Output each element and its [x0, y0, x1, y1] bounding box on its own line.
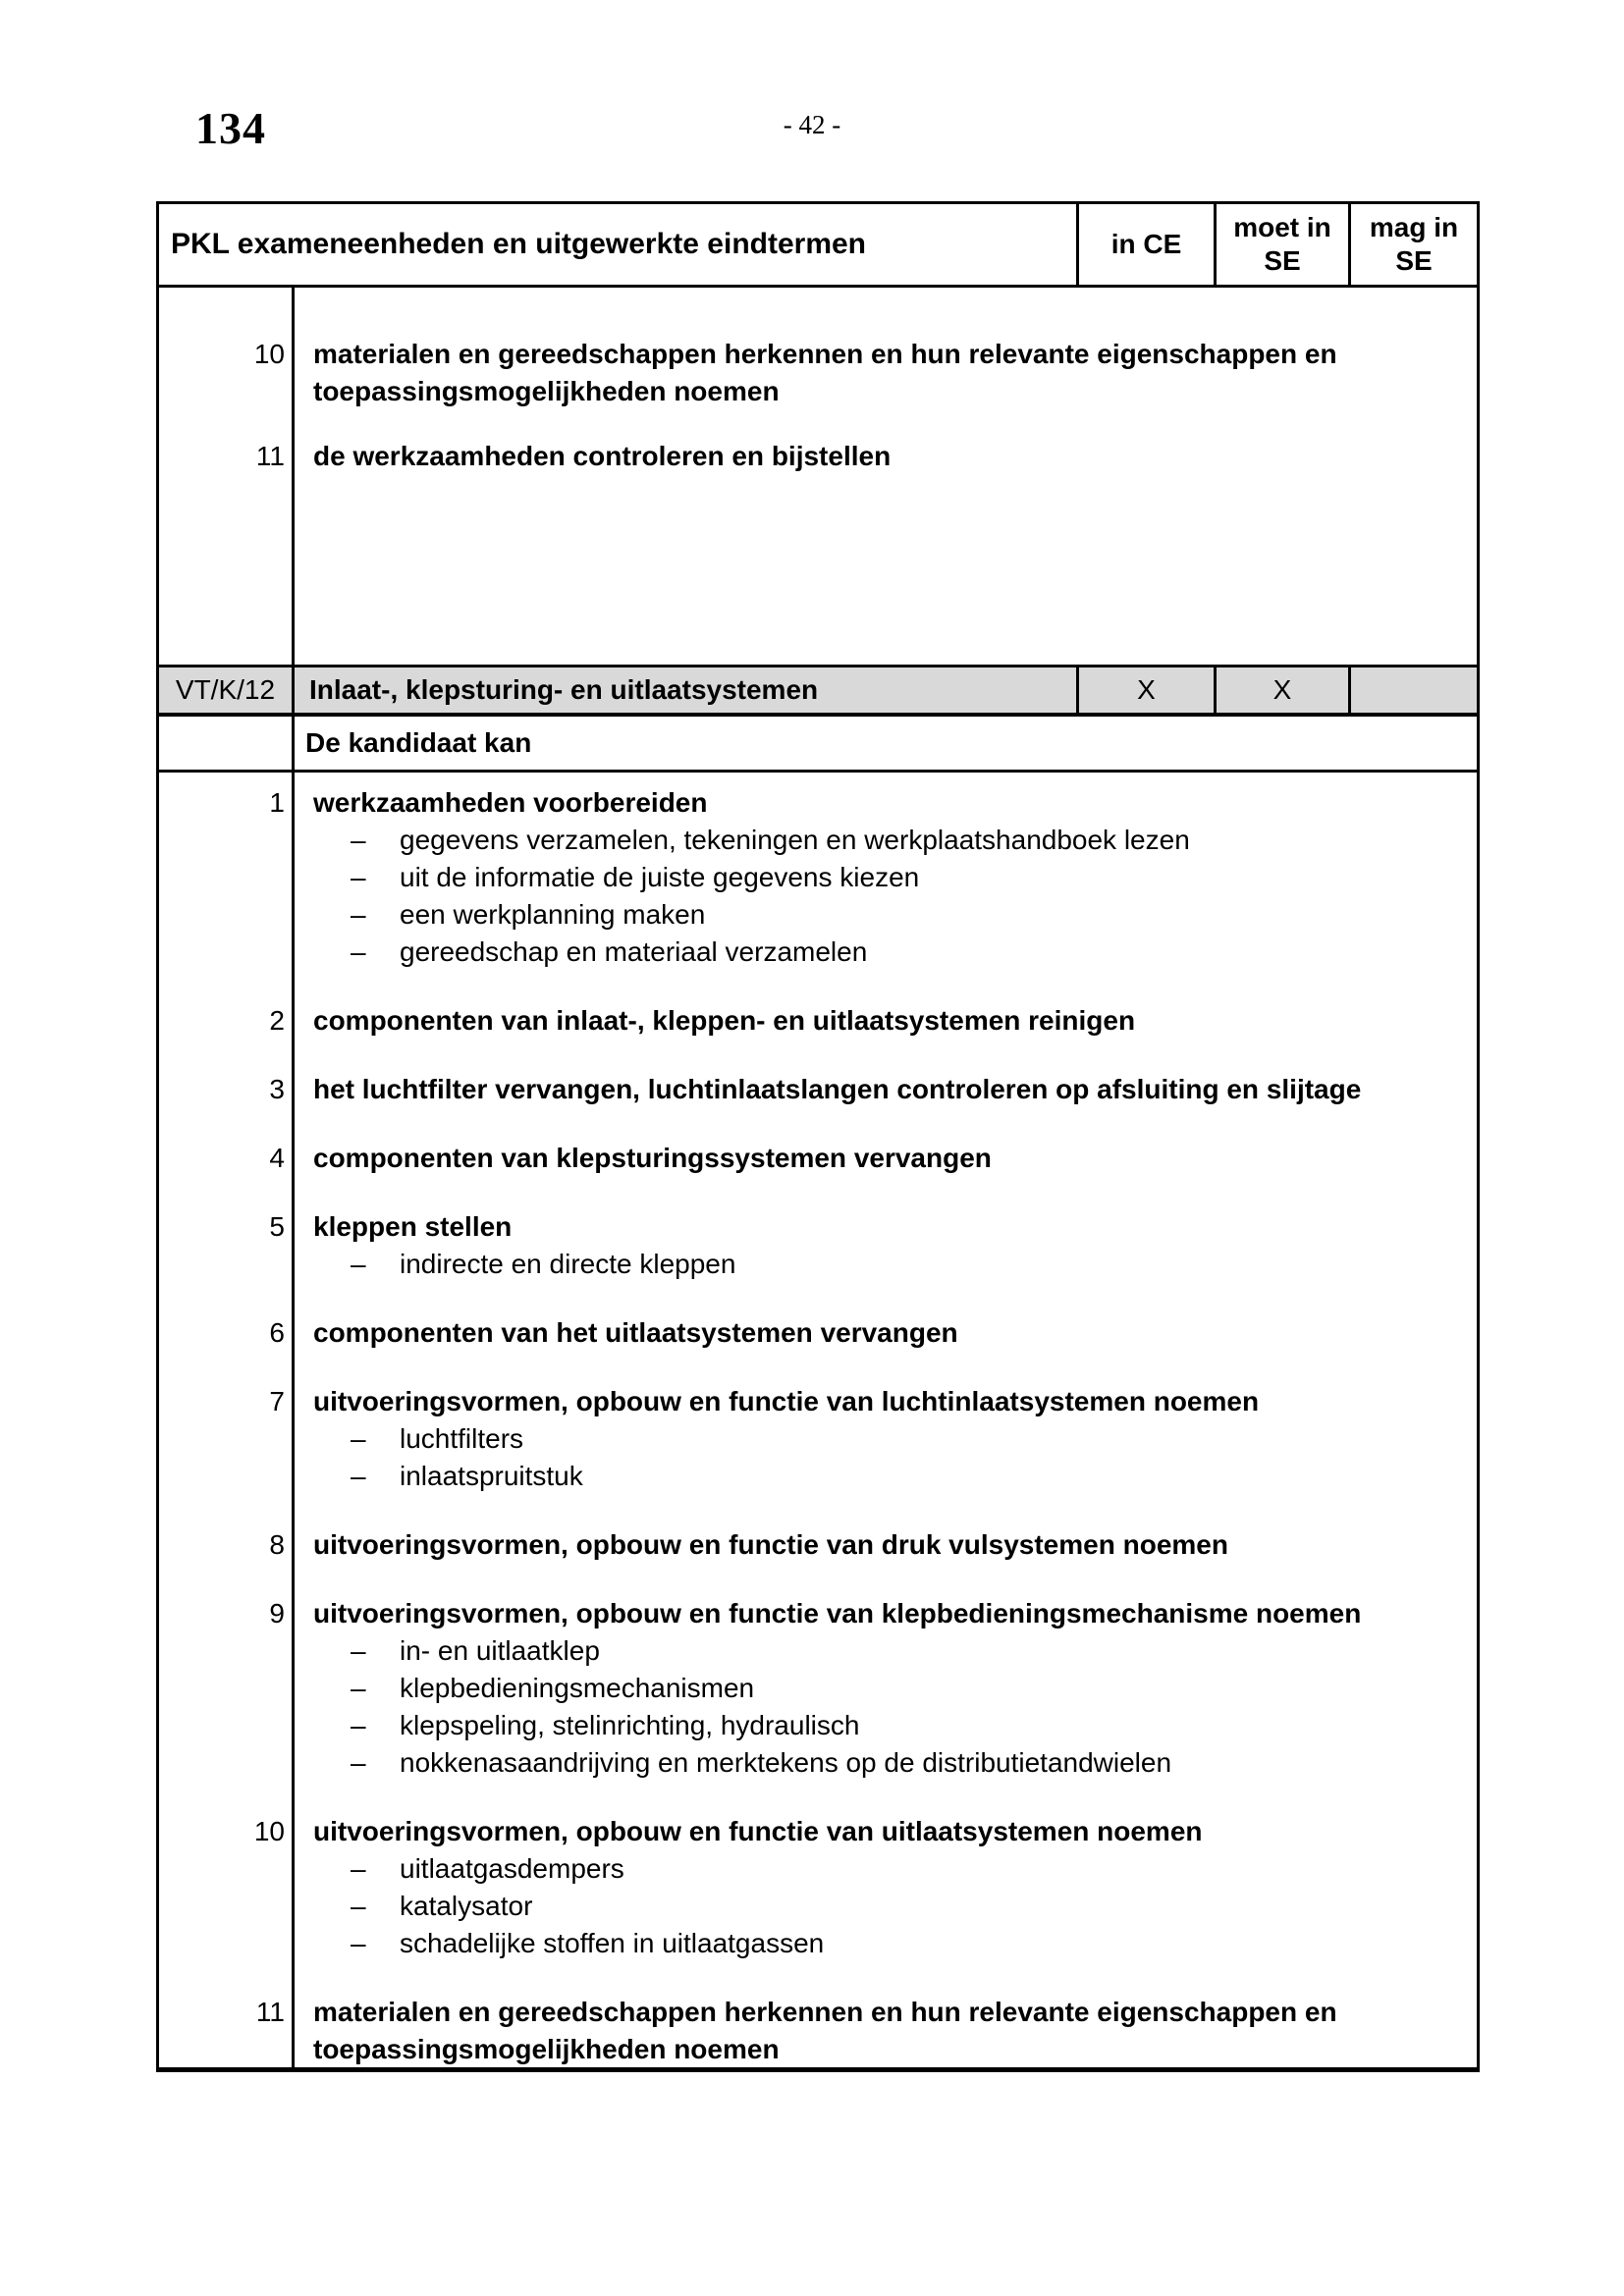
- item-number: 4: [269, 1143, 285, 1173]
- item-number: 10: [253, 339, 285, 369]
- empty-number-cell: [159, 717, 295, 770]
- dash-icon: –: [351, 1891, 366, 1921]
- list-item: [159, 1314, 1477, 1352]
- bullet-line: [159, 1925, 1477, 1962]
- bullet-text: uitlaatgasdempers: [400, 1853, 624, 1884]
- item-text: materialen en gereedschappen herkennen en hun relevante eigenschappen en toepassingsmogelijkheden noemen: [313, 339, 1337, 406]
- unit-moet-in-se-mark: X: [1217, 667, 1351, 713]
- kandidaat-label: De kandidaat kan: [305, 727, 532, 758]
- bullet-line: [159, 1246, 1477, 1283]
- item-text: uitvoeringsvormen, opbouw en functie van luchtinlaatsystemen noemen: [313, 1386, 1260, 1416]
- item-text: werkzaamheden voorbereiden: [313, 787, 708, 818]
- bullet-text: een werkplanning maken: [400, 899, 706, 930]
- list-item: [159, 438, 1477, 475]
- bullet-line: [159, 896, 1477, 934]
- item-number: 1: [269, 787, 285, 818]
- bullet-line: [159, 822, 1477, 859]
- bullet-line: [159, 1458, 1477, 1495]
- list-item: [159, 784, 1477, 971]
- bullet-line: [159, 1707, 1477, 1744]
- item-number: 7: [269, 1386, 285, 1416]
- list-item: [159, 1994, 1477, 2068]
- unit-title: Inlaat-, klepsturing- en uitlaatsystemen: [295, 667, 1079, 713]
- dash-icon: –: [351, 1673, 366, 1703]
- dash-icon: –: [351, 1747, 366, 1778]
- exam-table: [156, 201, 1480, 2072]
- item-number: 5: [269, 1211, 285, 1242]
- bullet-line: [159, 1850, 1477, 1888]
- bullet-line: [159, 934, 1477, 971]
- page-number: 134: [195, 103, 266, 153]
- dash-icon: –: [351, 1423, 366, 1454]
- bullet-text: katalysator: [400, 1891, 533, 1921]
- item-text: uitvoeringsvormen, opbouw en functie van druk vulsystemen noemen: [313, 1529, 1228, 1560]
- unit-mag-in-se-mark: [1351, 667, 1477, 713]
- bullet-line: [159, 1670, 1477, 1707]
- item-number: 10: [253, 1816, 285, 1846]
- list-item: [159, 1526, 1477, 1564]
- table-header-row: [159, 204, 1477, 288]
- item-number: 6: [269, 1317, 285, 1348]
- dash-icon: –: [351, 1853, 366, 1884]
- item-text: materialen en gereedschappen herkennen en hun relevante eigenschappen en toepassingsmogelijkheden noemen: [313, 1997, 1337, 2064]
- list-item: [159, 1140, 1477, 1177]
- list-item: [159, 1595, 1477, 1782]
- dash-icon: –: [351, 862, 366, 892]
- item-number: 11: [255, 1997, 285, 2027]
- bullet-text: gegevens verzamelen, tekeningen en werkplaatshandboek lezen: [400, 825, 1190, 855]
- item-number: 3: [269, 1074, 285, 1104]
- item-text: componenten van inlaat-, kleppen- en uitlaatsystemen reinigen: [313, 1005, 1136, 1036]
- kandidaat-row: [159, 717, 1477, 773]
- table-title: PKL exameneenheden en uitgewerkte eindtermen: [159, 204, 1079, 285]
- dash-icon: –: [351, 1461, 366, 1491]
- column-divider: [292, 773, 295, 2067]
- bullet-text: luchtfilters: [400, 1423, 524, 1454]
- item-number: 8: [269, 1529, 285, 1560]
- list-item: [159, 1071, 1477, 1108]
- bullet-text: in- en uitlaatklep: [400, 1635, 600, 1666]
- dash-icon: –: [351, 899, 366, 930]
- bullet-text: uit de informatie de juiste gegevens kiezen: [400, 862, 920, 892]
- dash-icon: –: [351, 1635, 366, 1666]
- bullet-text: inlaatspruitstuk: [400, 1461, 583, 1491]
- bullet-line: [159, 1420, 1477, 1458]
- bullet-line: [159, 1744, 1477, 1782]
- column-header-mag-in-se: mag in SE: [1369, 212, 1459, 276]
- dash-icon: –: [351, 936, 366, 967]
- item-number: 11: [255, 441, 285, 471]
- page-header-number: - 42 -: [783, 110, 841, 139]
- dash-icon: –: [351, 1710, 366, 1740]
- column-header-in-ce: in CE: [1079, 204, 1217, 285]
- bullet-line: [159, 1632, 1477, 1670]
- section-eindtermen: [159, 773, 1477, 2067]
- list-item: [159, 336, 1477, 410]
- column-divider: [292, 288, 295, 665]
- bullet-line: [159, 1888, 1477, 1925]
- unit-in-ce-mark: X: [1079, 667, 1217, 713]
- item-text: componenten van het uitlaatsystemen vervangen: [313, 1317, 958, 1348]
- bullet-text: klepbedieningsmechanismen: [400, 1673, 755, 1703]
- item-number: 2: [269, 1005, 285, 1036]
- item-text: het luchtfilter vervangen, luchtinlaatslangen controleren op afsluiting en slijtage: [313, 1074, 1362, 1104]
- dash-icon: –: [351, 1249, 366, 1279]
- list-item: [159, 1002, 1477, 1040]
- bullet-text: schadelijke stoffen in uitlaatgassen: [400, 1928, 825, 1958]
- item-text: uitvoeringsvormen, opbouw en functie van uitlaatsystemen noemen: [313, 1816, 1203, 1846]
- item-text: uitvoeringsvormen, opbouw en functie van klepbedieningsmechanisme noemen: [313, 1598, 1362, 1629]
- bullet-line: [159, 859, 1477, 896]
- list-item: [159, 1383, 1477, 1495]
- item-text: de werkzaamheden controleren en bijstellen: [313, 441, 892, 471]
- list-item: [159, 1208, 1477, 1283]
- unit-code: VT/K/12: [159, 667, 295, 713]
- unit-row: [159, 665, 1477, 717]
- bullet-text: indirecte en directe kleppen: [400, 1249, 736, 1279]
- bullet-text: klepspeling, stelinrichting, hydraulisch: [400, 1710, 860, 1740]
- list-item: [159, 1813, 1477, 1962]
- dash-icon: –: [351, 1928, 366, 1958]
- item-number: 9: [269, 1598, 285, 1629]
- bullet-text: gereedschap en materiaal verzamelen: [400, 936, 868, 967]
- item-text: componenten van klepsturingssystemen vervangen: [313, 1143, 992, 1173]
- column-header-moet-in-se: moet in SE: [1217, 204, 1351, 285]
- bullet-text: nokkenasaandrijving en merktekens op de distributietandwielen: [400, 1747, 1172, 1778]
- item-text: kleppen stellen: [313, 1211, 513, 1242]
- section-previous-unit: [159, 288, 1477, 665]
- dash-icon: –: [351, 825, 366, 855]
